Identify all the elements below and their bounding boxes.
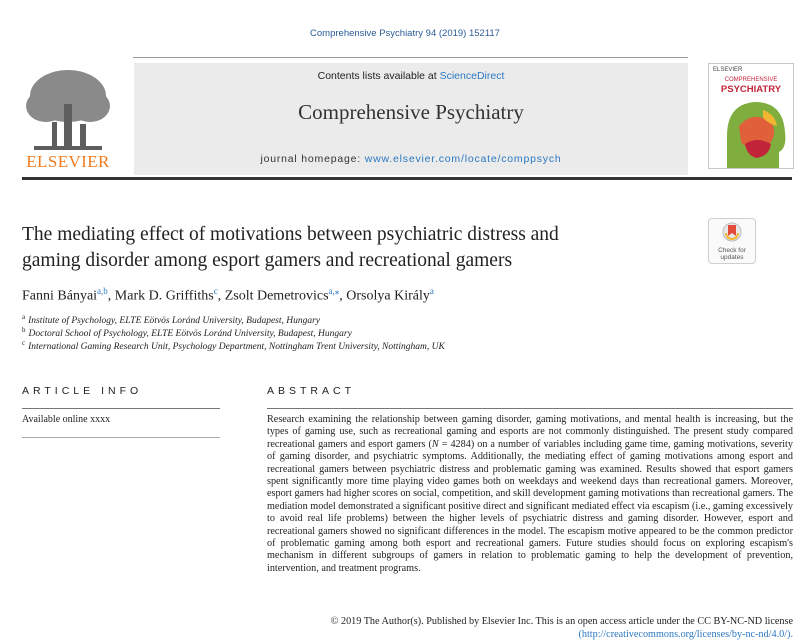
abstract-part-1: Research examining the relationship between gaming disorder, gaming motivations, and mental health is increasing, but the types of gaming use, such as recreational gaming and esports are not commonly distinguished. The present study compared recreational gamers and esport gamers ( xyxy=(267,414,793,450)
abstract-heading: ABSTRACT xyxy=(267,385,356,397)
author-name[interactable]: Mark D. Griffiths xyxy=(114,288,214,304)
author-affiliation-ref[interactable]: a,⁎ xyxy=(328,286,340,296)
check-for-updates-badge[interactable] xyxy=(708,218,756,264)
check-updates-line-1: Check for xyxy=(718,247,746,254)
journal-homepage xyxy=(134,153,688,165)
article-title xyxy=(22,222,682,274)
article-info-heading: ARTICLE INFO xyxy=(22,385,143,397)
homepage-prefix: journal homepage: xyxy=(260,153,365,165)
author-name[interactable]: Zsolt Demetrovics xyxy=(224,288,329,304)
check-updates-icon xyxy=(722,222,742,244)
affiliation-key: b xyxy=(22,326,26,334)
elsevier-wordmark: ELSEVIER xyxy=(26,152,110,171)
article-info-bottom-rule xyxy=(22,437,220,438)
article-title-line-2: gaming disorder among esport gamers and recreational gamers xyxy=(22,250,513,271)
journal-title: Comprehensive Psychiatry xyxy=(298,100,524,124)
article-info-rule xyxy=(22,408,220,409)
license-link[interactable]: (http://creativecommons.org/licenses/by-nc-nd/4.0/). xyxy=(578,628,793,640)
affiliation-b xyxy=(22,326,352,339)
author-separator: , xyxy=(107,288,115,304)
cover-head-illustration xyxy=(709,96,793,168)
cover-brand: ELSEVIER xyxy=(713,67,743,73)
author-separator: , xyxy=(339,288,347,304)
homepage-link[interactable]: www.elsevier.com/locate/comppsych xyxy=(364,153,562,165)
affiliation-text: International Gaming Research Unit, Psychology Department, Nottingham Trent University, Nottingham, UK xyxy=(28,342,445,353)
abstract-part-2: = 4284) on a number of variables including game time, gaming motivations, severity of gaming disorder, and psychiatric symptoms. Additionally, the mediating effect of gaming motivations among esport and recreational gamers between psychiatric distress and problematic gaming was examined. Results showed that esport gamers spent significantly more time playing video games both on weekdays and weekend days than recreational gamers. Moreover, esport gamers had higher scores on social, competition, and skill development gaming motivations than recreational gamers. The mediation model demonstrated a significant positive direct and significant mediated effect via escapism (i.e., gaming excessively to avoid real life problems) between the higher levels of psychiatric distress and gaming disorder. However, esport and recreational gamers showed no significant differences in the model. The escapism motive appeared to be the common predictor of problematic gaming among both esport and recreational gamers. Future studies should focus on exploring escapism's mechanism in different subgroups of gamers in relation to problematic gaming to help the development of prevention, intervention, and treatment programs. xyxy=(267,438,793,574)
affiliation-c xyxy=(22,339,445,352)
author-separator: , xyxy=(217,288,225,304)
sciencedirect-link[interactable]: ScienceDirect xyxy=(439,70,505,82)
journal-cover-thumbnail[interactable] xyxy=(708,63,794,169)
affiliation-key: a xyxy=(22,313,26,321)
available-online: Available online xxxx xyxy=(22,414,111,425)
abstract-text xyxy=(267,414,793,575)
header-divider xyxy=(22,177,792,180)
affiliation-a xyxy=(22,313,320,326)
author-affiliation-ref[interactable]: a xyxy=(429,286,434,296)
article-title-line-1: The mediating effect of motivations between psychiatric distress and xyxy=(22,224,559,245)
affiliation-text: Doctoral School of Psychology, ELTE Eötvös Loránd University, Budapest, Hungary xyxy=(28,329,352,340)
check-updates-label xyxy=(709,247,755,261)
author-affiliation-ref[interactable]: a,b xyxy=(97,286,108,296)
author-list xyxy=(22,286,722,305)
sample-size-symbol: N xyxy=(431,438,439,450)
check-updates-line-2: updates xyxy=(720,254,744,261)
header-top-rule xyxy=(133,57,688,58)
contents-availability xyxy=(134,70,688,82)
license-statement xyxy=(267,616,793,641)
abstract-rule xyxy=(267,408,793,409)
contents-prefix: Contents lists available at xyxy=(317,70,440,82)
author-affiliation-ref[interactable]: c xyxy=(213,286,218,296)
author-name[interactable]: Orsolya Király xyxy=(346,288,430,304)
affiliation-text: Institute of Psychology, ELTE Eötvös Loránd University, Budapest, Hungary xyxy=(28,316,321,327)
affiliation-key: c xyxy=(22,339,26,347)
cover-title-small: COMPREHENSIVE xyxy=(724,77,778,83)
journal-citation[interactable]: Comprehensive Psychiatry 94 (2019) 152117 xyxy=(310,28,500,39)
cover-title-large: PSYCHIATRY xyxy=(720,84,782,95)
license-line-1: © 2019 The Author(s). Published by Elsevier Inc. This is an open access article under the CC BY-NC-ND license xyxy=(330,616,793,627)
author-name[interactable]: Fanni Bányai xyxy=(22,288,98,304)
